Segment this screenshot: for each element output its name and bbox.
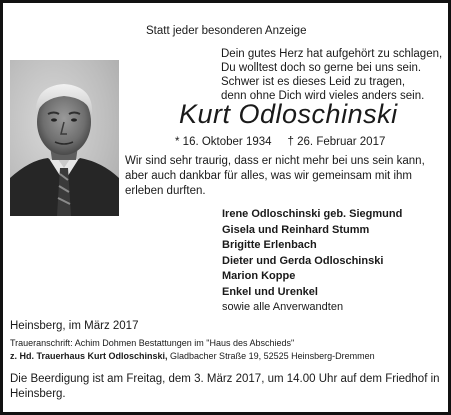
mourning-message: Wir sind sehr traurig, dass er nicht mehr bei uns sein kann, aber auch dankbar für alles, was wir gemeinsam mit ihm erleben durften. xyxy=(125,155,425,197)
mourner: Dieter und Gerda Odloschinski xyxy=(222,254,384,267)
address-street: Gladbacher Straße 19, 52525 Heinsberg-Dremmen xyxy=(167,351,375,361)
place-and-date: Heinsberg, im März 2017 xyxy=(10,320,139,332)
deceased-name: Kurt Odloschinski xyxy=(179,99,398,129)
poem xyxy=(221,47,442,103)
mourner: Marion Koppe xyxy=(222,270,296,282)
mourner: Irene Odloschinski geb. Siegmund xyxy=(222,208,403,220)
funeral-info: Die Beerdigung ist am Freitag, dem 3. März 2017, um 14.00 Uhr auf dem Friedhof in Heinsberg. xyxy=(10,373,440,400)
life-dates xyxy=(175,136,385,148)
portrait-illustration xyxy=(10,60,119,216)
birth-date: * 16. Oktober 1934 xyxy=(175,136,272,148)
mourner: Brigitte Erlenbach xyxy=(222,239,317,251)
poem-line: Schwer ist es dieses Leid zu tragen, xyxy=(221,76,406,88)
death-date: † 26. Februar 2017 xyxy=(287,136,386,148)
portrait-photo xyxy=(10,60,119,216)
poem-line: Dein gutes Herz hat aufgehört zu schlagen, xyxy=(221,48,443,60)
poem-line: Du wolltest doch so gerne bei uns sein. xyxy=(221,62,422,74)
intro-text: Statt jeder besonderen Anzeige xyxy=(146,25,307,37)
mourning-address-line-1: Traueranschrift: Achim Dohmen Bestattungen im "Haus des Abschieds" xyxy=(10,338,295,348)
poem-line: denn ohne Dich wird vieles anders sein. xyxy=(221,90,425,102)
mourner: Gisela und Reinhard Stumm xyxy=(222,223,370,236)
mourning-address-line-2 xyxy=(10,351,375,361)
mourner: Enkel und Urenkel xyxy=(222,285,318,298)
address-recipient: z. Hd. Trauerhaus Kurt Odloschinski, xyxy=(10,351,168,361)
mourners-tail: sowie alle Anverwandten xyxy=(222,301,344,313)
mourners-list xyxy=(222,207,402,316)
